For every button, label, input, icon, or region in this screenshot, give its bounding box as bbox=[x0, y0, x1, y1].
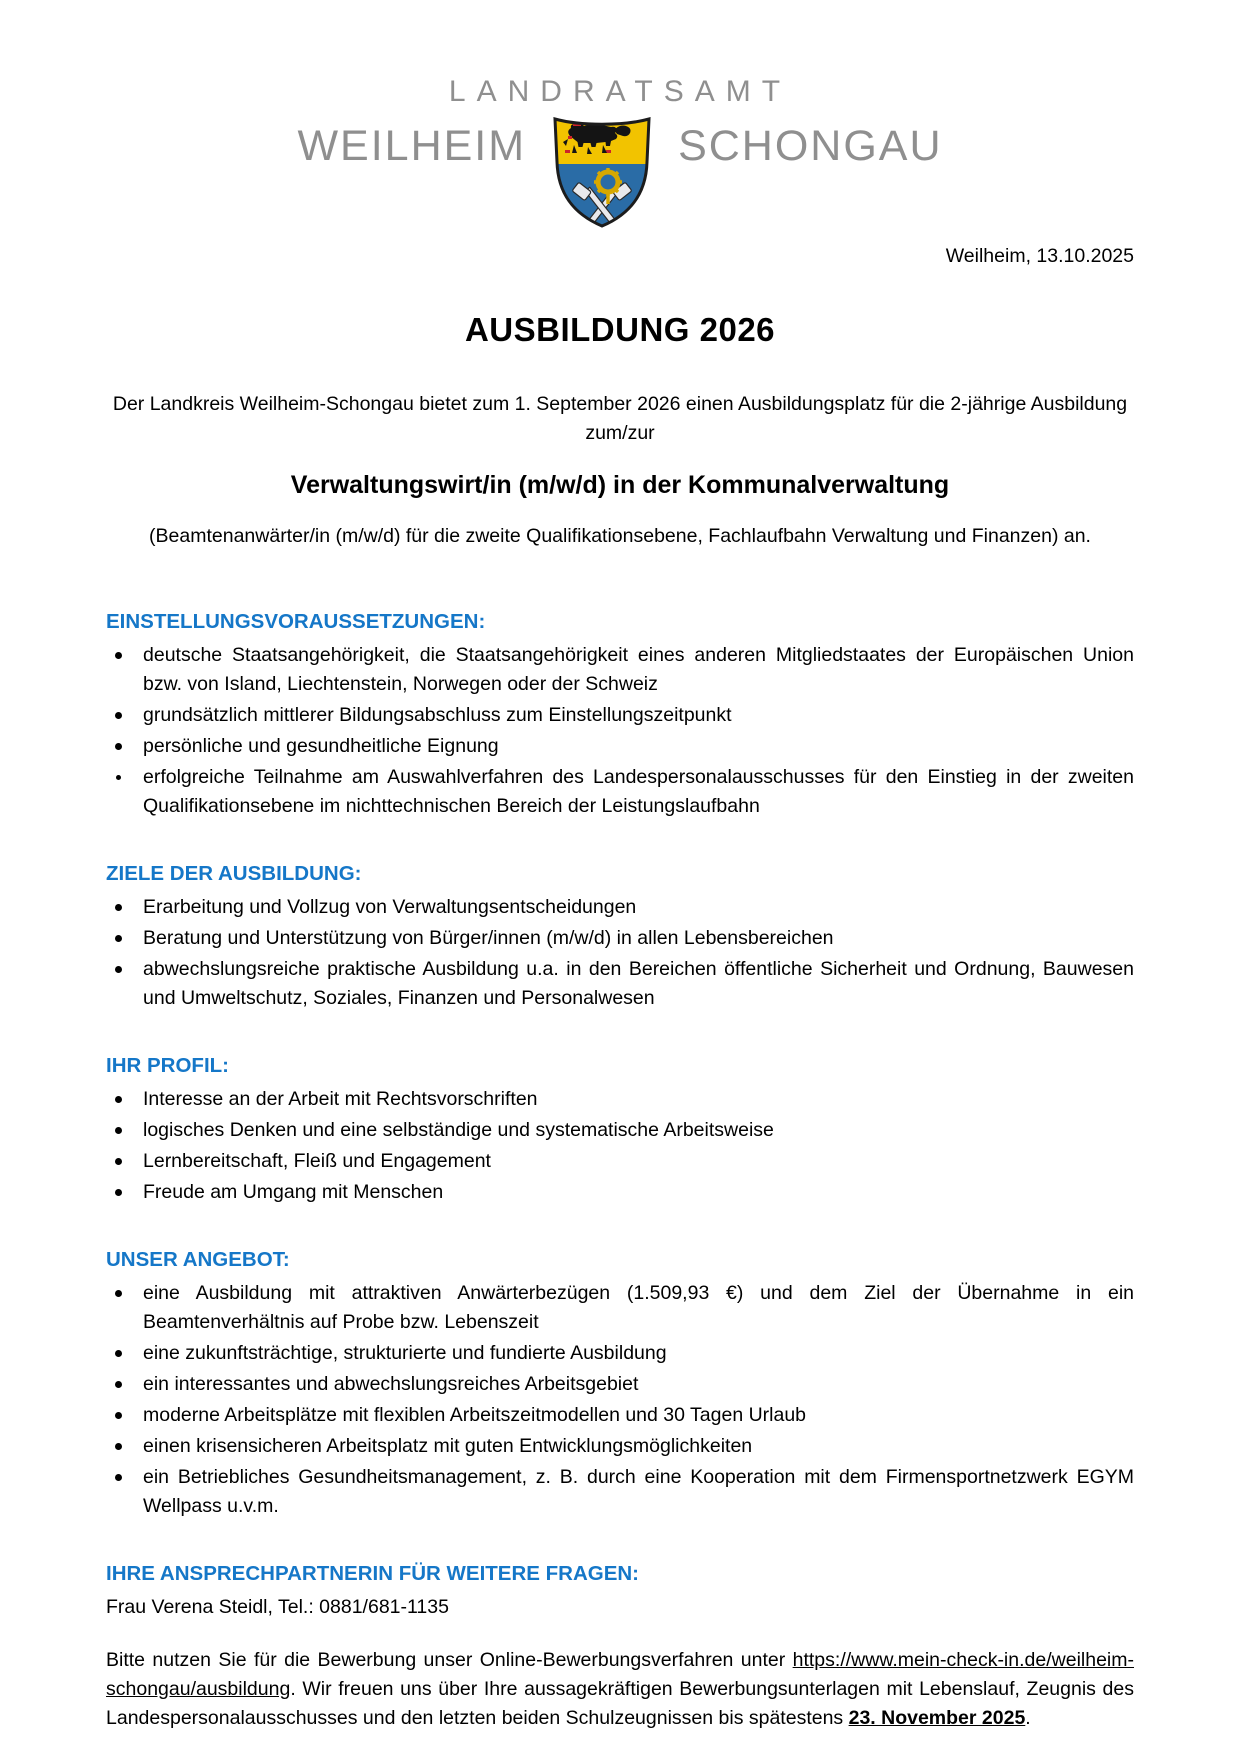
list-item: deutsche Staatsangehörigkeit, die Staatsangehörigkeit eines anderen Mitgliedstaates der Europäischen Union bzw. von Island, Liechtenstein, Norwegen oder der Schweiz bbox=[106, 641, 1134, 699]
logo bbox=[106, 75, 1134, 230]
list-item: ein Betriebliches Gesundheitsmanagement, z. B. durch eine Kooperation mit dem Firmensportnetzwerk EGYM Wellpass u.v.m. bbox=[106, 1463, 1134, 1521]
logo-landratsamt-text: LANDRATSAMT bbox=[448, 75, 792, 108]
closing-text-after-link: . Wir freuen uns über Ihre aussagekräftigen Bewerbungsunterlagen mit Lebenslauf, Zeugnis des Landespersonalausschusses und den letzten beiden Schulzeugnissen bis spätestens bbox=[106, 1678, 1134, 1729]
list-item: logisches Denken und eine selbständige und systematische Arbeitsweise bbox=[106, 1116, 1134, 1145]
goals-list bbox=[106, 893, 1134, 1013]
list-item: einen krisensicheren Arbeitsplatz mit guten Entwicklungsmöglichkeiten bbox=[106, 1432, 1134, 1461]
section-requirements bbox=[106, 607, 1134, 821]
section-heading-profile: IHR PROFIL: bbox=[106, 1054, 229, 1077]
date-line: Weilheim, 13.10.2025 bbox=[945, 245, 1134, 267]
list-item: Freude am Umgang mit Menschen bbox=[106, 1178, 1134, 1207]
offer-list bbox=[106, 1279, 1134, 1521]
closing-final-period: . bbox=[1025, 1707, 1031, 1729]
contact-person-line: Frau Verena Steidl, Tel.: 0881/681-1135 bbox=[106, 1596, 449, 1618]
logo-row bbox=[106, 112, 1134, 230]
list-item: erfolgreiche Teilnahme am Auswahlverfahren des Landespersonalausschusses für den Einstieg in der zweiten Qualifikationsebene im nichttechnischen Bereich der Leistungslaufbahn bbox=[106, 763, 1134, 821]
section-heading-contact: IHRE ANSPRECHPARTNERIN FÜR WEITERE FRAGEN: bbox=[106, 1562, 640, 1585]
logo-weilheim-text: WEILHEIM bbox=[297, 122, 527, 170]
list-item: grundsätzlich mittlerer Bildungsabschluss zum Einstellungszeitpunkt bbox=[106, 701, 1134, 730]
list-item: eine zukunftsträchtige, strukturierte und fundierte Ausbildung bbox=[106, 1339, 1134, 1368]
profile-list bbox=[106, 1085, 1134, 1207]
closing-text-before-link: Bitte nutzen Sie für die Bewerbung unser Online-Bewerbungsverfahren unter bbox=[106, 1649, 793, 1671]
application-link[interactable]: https://www.mein-check-in.de/weilheim-schongau/ausbildung bbox=[106, 1649, 1134, 1700]
intro-subparagraph: (Beamtenanwärter/in (m/w/d) für die zweite Qualifikationsebene, Fachlaufbahn Verwaltung und Finanzen) an. bbox=[149, 525, 1091, 547]
coat-of-arms-icon bbox=[548, 112, 656, 230]
intro-paragraph: Der Landkreis Weilheim-Schongau bietet zum 1. September 2026 einen Ausbildungsplatz für die 2-jährige Ausbildung zum/zur bbox=[112, 393, 1128, 444]
position-title: Verwaltungswirt/in (m/w/d) in der Kommunalverwaltung bbox=[290, 471, 950, 499]
list-item: Interesse an der Arbeit mit Rechtsvorschriften bbox=[106, 1085, 1134, 1114]
section-goals bbox=[106, 859, 1134, 1013]
section-heading-requirements: EINSTELLUNGSVORAUSSETZUNGEN: bbox=[106, 610, 486, 633]
page-title: AUSBILDUNG 2026 bbox=[464, 311, 776, 348]
list-item: Beratung und Unterstützung von Bürger/innen (m/w/d) in allen Lebensbereichen bbox=[106, 924, 1134, 953]
section-contact bbox=[106, 1559, 1134, 1622]
section-heading-offer: UNSER ANGEBOT: bbox=[106, 1248, 290, 1271]
list-item: abwechslungsreiche praktische Ausbildung u.a. in den Bereichen öffentliche Sicherheit und Ordnung, Bauwesen und Umweltschutz, Soziales, Finanzen und Personalwesen bbox=[106, 955, 1134, 1013]
list-item: eine Ausbildung mit attraktiven Anwärterbezügen (1.509,93 €) und dem Ziel der Übernahme in ein Beamtenverhältnis auf Probe bzw. Lebenszeit bbox=[106, 1279, 1134, 1337]
closing-paragraph bbox=[106, 1646, 1134, 1733]
section-profile bbox=[106, 1051, 1134, 1207]
requirements-list bbox=[106, 641, 1134, 821]
list-item: moderne Arbeitsplätze mit flexiblen Arbeitszeitmodellen und 30 Tagen Urlaub bbox=[106, 1401, 1134, 1430]
list-item: Erarbeitung und Vollzug von Verwaltungsentscheidungen bbox=[106, 893, 1134, 922]
section-heading-goals: ZIELE DER AUSBILDUNG: bbox=[106, 862, 362, 885]
list-item: ein interessantes und abwechslungsreiches Arbeitsgebiet bbox=[106, 1370, 1134, 1399]
logo-schongau-text: SCHONGAU bbox=[678, 122, 943, 170]
application-deadline: 23. November 2025 bbox=[848, 1707, 1026, 1729]
list-item: persönliche und gesundheitliche Eignung bbox=[106, 732, 1134, 761]
list-item: Lernbereitschaft, Fleiß und Engagement bbox=[106, 1147, 1134, 1176]
section-offer bbox=[106, 1245, 1134, 1521]
